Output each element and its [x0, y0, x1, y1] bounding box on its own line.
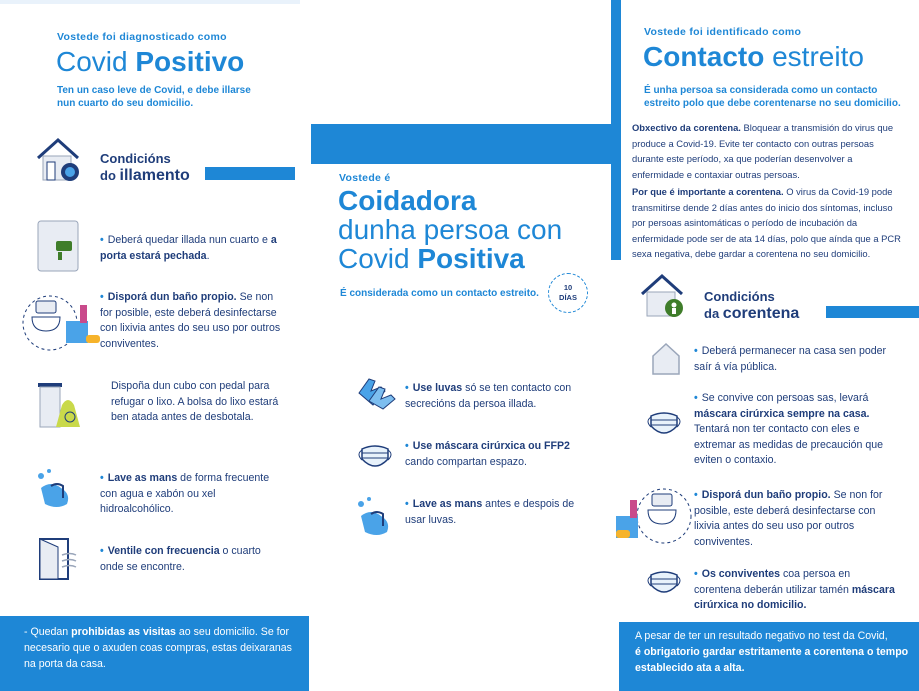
col3-title — [643, 43, 864, 71]
col3-footer: A pesar de ter un resultado negativo no test da Covid, é obrigatorio gardar estritamente a corentena o tempo establecido ata a alta. — [619, 622, 919, 691]
col1-section-line1: Condicións — [100, 151, 171, 166]
col2-item-1: • Use luvas só se ten contacto con secrecións da persoa illada. — [405, 382, 572, 410]
col2-title-line3-bold: Positiva — [417, 243, 525, 274]
mask-icon-2 — [645, 408, 683, 440]
house-person-icon — [638, 272, 686, 320]
col3-section-heading: Condicións da corentena — [704, 289, 800, 322]
gloves-icon — [353, 371, 397, 411]
col1-note-line2: nun cuarto do seu domicilio. — [57, 98, 194, 109]
hand-washing-icon — [33, 466, 79, 512]
col1-section-em: illamento — [119, 167, 190, 184]
col3-paragraph-2: Por que é importante a corentena. O virus da Covid-19 pode transmitirse dende 2 días antes do inicio dos síntomas, incluso por persoas asintomáticas o período de incubación da enfermidade pode ser de ata 14 días, polo que aínda que a PCR sexa negativa, debe gardar a corentena no seu domicilio. — [632, 186, 901, 259]
col2-title-line1: Coidadora — [338, 185, 477, 216]
house-virus-icon — [34, 136, 82, 184]
hand-washing-icon-2 — [353, 494, 399, 540]
col1-section-pre: do — [100, 168, 116, 183]
col2-item-2: • Use máscara cirúrxica ou FFP2 cando compartan espazo. — [405, 440, 570, 468]
door-lock-icon — [36, 219, 80, 273]
col1-item-4: • Lave as mans de forma frecuente con agua e xabón ou xel hidroalcohólico. — [100, 472, 270, 515]
col3-kicker: Vostede foi identificado como — [644, 26, 802, 38]
col1-title — [56, 48, 244, 76]
col1-note — [57, 84, 251, 110]
col1-title-light: Covid — [56, 46, 128, 77]
col3-item-4: • Os conviventes coa persoa en corentena deberán utilizar tamén máscara cirúrxica no domicilio. — [694, 568, 895, 611]
col3-note: É unha persoa sa considerada como un contacto estreito polo que debe corentenarse no seu domicilio. — [644, 85, 901, 109]
col1-item-2: • Disporá dun baño propio. Se non for posible, este deberá desinfectarse con lixivia antes do seu uso por outros conviventes. — [100, 291, 281, 350]
toilet-cleaning-icon — [22, 291, 102, 353]
col2-title-line3-light: Covid — [338, 243, 410, 274]
col3-title-bold: Contacto — [643, 41, 765, 72]
col1-title-bold: Positivo — [135, 46, 245, 77]
col3-paragraph-1: Obxectivo da corentena. Bloquear a transmisión do virus que produce a Covid-19. Evite ter contacto con outras persoas durante este período, xa que poderían desenvolver a enfermidade e contaxiar outras persoas. — [632, 122, 894, 180]
col3-item-2: • Se convive con persoas sas, levará máscara cirúrxica sempre na casa. Tentará non ter contacto con eles e extremar as medidas de precaución que eviten o contaxio. — [694, 392, 884, 466]
bar-col3-vertical — [611, 0, 621, 260]
col3-item-1: • Deberá permanecer na casa sen poder saír á vía pública. — [694, 345, 887, 373]
top-bar-col1 — [0, 0, 300, 4]
col1-footer: - Quedan prohibidas as visitas ao seu domicilio. Se for necesario que o axuden coas compras, estas deixaranas na porta da casa. — [0, 616, 309, 691]
col2-title-line2: dunha persoa con — [338, 214, 563, 245]
col3-title-light: estreito — [772, 41, 864, 72]
col1-item-1: • Deberá quedar illada nun cuarto e a porta estará pechada. — [100, 234, 277, 262]
col1-note-line1: Ten un caso leve de Covid, e debe illarse — [57, 85, 251, 96]
days-badge: 10 DÍAS — [548, 273, 588, 313]
bar-center-banner — [311, 124, 611, 164]
col1-kicker: Vostede foi diagnosticado como — [57, 31, 227, 43]
house-icon — [651, 342, 681, 376]
col1-section-heading — [100, 150, 190, 184]
bar-col3-section — [826, 306, 919, 318]
col3-item-3: • Disporá dun baño propio. Se non for posible, este deberá desinfectarse con lixivia antes do seu uso por outros conviventes. — [694, 489, 883, 548]
col2-kicker: Vostede é — [339, 172, 391, 184]
pedal-bin-icon — [34, 377, 84, 433]
col1-item-5: • Ventile con frecuencia o cuarto onde se encontre. — [100, 545, 261, 573]
toilet-cleaning-icon-2 — [612, 486, 692, 548]
mask-icon — [356, 441, 394, 473]
col1-item-3: Dispoña dun cubo con pedal para refugar o lixo. A bolsa do lixo estará ben atada antes de desbotala. — [111, 380, 279, 423]
col2-note: É considerada como un contacto estreito. — [340, 288, 539, 299]
bar-col1-section — [205, 167, 295, 180]
mask-icon-3 — [645, 567, 683, 599]
col2-item-3: • Lave as mans antes e despois de usar luvas. — [405, 498, 575, 526]
col2-title — [338, 186, 562, 273]
window-ventilate-icon — [38, 537, 78, 581]
